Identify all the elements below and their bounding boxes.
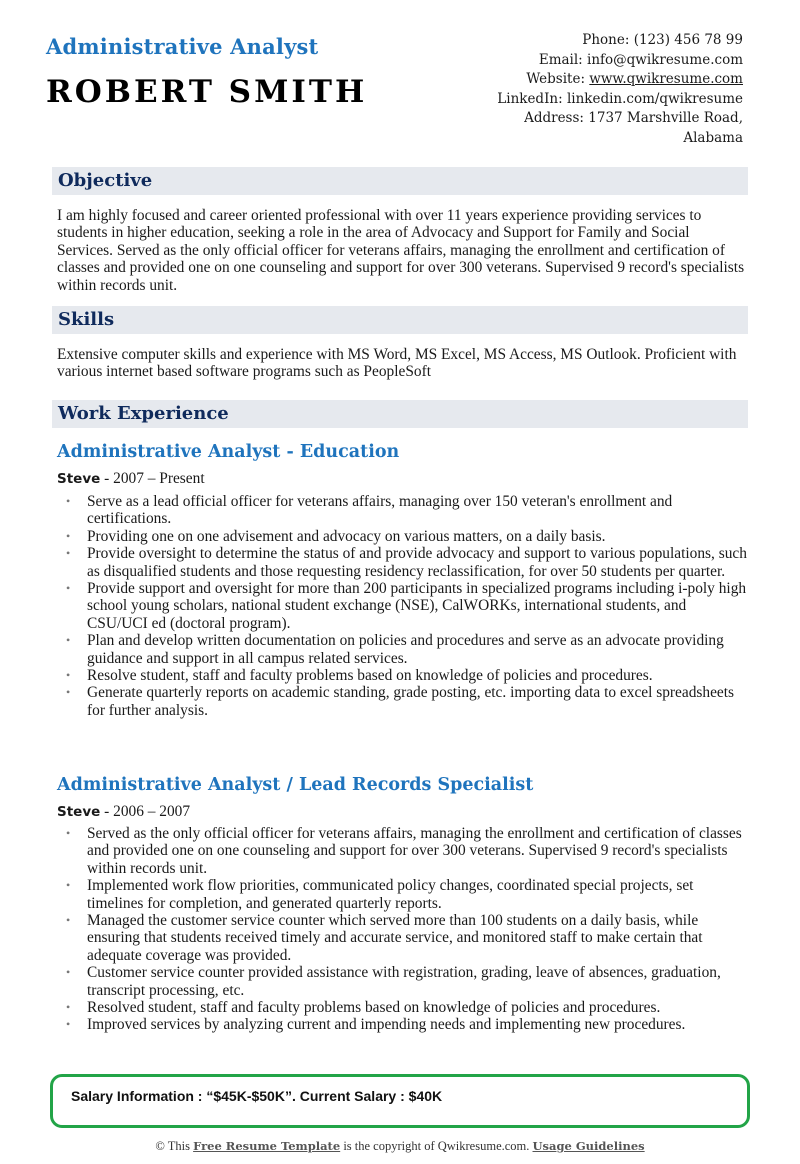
bullet-icon: • <box>66 633 71 648</box>
job-dates: - 2006 – 2007 <box>100 803 191 820</box>
bullet-icon: • <box>66 1017 71 1032</box>
linkedin-value: linkedin.com/qwikresume <box>566 90 743 107</box>
company-name: Steve <box>57 471 101 487</box>
bullet-icon: • <box>66 965 71 980</box>
list-item: • Provide oversight to determine the status of and provide advocacy and support to various populations, such as disqualified students and those requesting residency reclassification, for over 50 students per quarter. <box>66 545 747 580</box>
job-title-1: Administrative Analyst - Education <box>57 442 400 462</box>
list-item: • Improved services by analyzing current and impending needs and implementing new procedures. <box>66 1016 686 1034</box>
skills-text: Extensive computer skills and experience with MS Word, MS Excel, MS Access, MS Outlook. Proficient with various internet based software programs such as PeopleSoft <box>57 346 737 381</box>
list-item: • Served as the only official officer for veterans affairs, managing the enrollment and certification of classes and provided one on one counseling and support for over 300 veterans. Supervised 9 record's specialists within records unit. <box>66 825 742 877</box>
salary-info-text: Salary Information : “$45K-$50K”. Current Salary : $40K <box>71 1088 443 1104</box>
website-label: Website: <box>526 71 585 88</box>
contact-website <box>497 70 743 90</box>
bullet-icon: • <box>66 913 71 928</box>
contact-address <box>497 109 743 129</box>
job-title: Administrative Analyst <box>46 34 319 59</box>
list-item: • Managed the customer service counter which served more than 100 students on a daily basis, while ensuring that students received timely and accurate service, and monitored staff to make certain that adequate coverage was provided. <box>66 912 703 964</box>
list-item: • Plan and develop written documentation on policies and procedures and serve as an advocate providing guidance and support in all campus related services. <box>66 632 724 667</box>
list-item: • Resolve student, staff and faculty problems based on knowledge of policies and procedures. <box>66 667 653 685</box>
contact-email <box>497 51 743 71</box>
list-item: • Generate quarterly reports on academic standing, grade posting, etc. importing data to excel spreadsheets for further analysis. <box>66 684 735 719</box>
work-experience-section-header <box>52 400 748 428</box>
bullet-icon: • <box>66 826 71 840</box>
company-name: Steve <box>57 804 101 820</box>
contact-linkedin <box>497 90 743 110</box>
address-line1: 1737 Marshville Road, <box>588 110 743 127</box>
bullet-icon: • <box>66 668 71 683</box>
bullet-icon: • <box>66 685 71 700</box>
bullet-icon: • <box>66 1000 71 1015</box>
job-title-2: Administrative Analyst / Lead Records Specialist <box>57 775 534 795</box>
job-dates: - 2007 – Present <box>100 470 205 487</box>
salary-info-box <box>50 1074 750 1128</box>
list-item: • Customer service counter provided assistance with registration, grading, leave of absences, graduation, transcript processing, etc. <box>66 964 721 999</box>
contact-address-line2 <box>497 129 743 149</box>
phone-value: (123) 456 78 99 <box>633 32 743 48</box>
objective-text: I am highly focused and career oriented professional with over 11 years experience providing services to students in higher education, seeking a role in the area of Advocacy and Support for Family and Social Services. Served as the only official officer for veterans affairs, managing the enrollment and certification of classes and provided one on one counseling and support for over 300 veterans. Supervised 9 record's specialists within records unit. <box>57 207 745 294</box>
list-item: • Providing one on one advisement and advocacy on various matters, on a daily basis. <box>66 527 606 545</box>
website-link[interactable]: www.qwikresume.com <box>589 71 743 88</box>
work-experience-title: Work Experience <box>58 403 229 424</box>
skills-section-header <box>52 306 748 334</box>
contact-info <box>497 31 743 149</box>
list-item: • Resolved student, staff and faculty problems based on knowledge of policies and procedures. <box>66 999 661 1017</box>
job-meta-1 <box>57 470 205 488</box>
free-resume-template-link[interactable]: Free Resume Template <box>193 1139 341 1153</box>
address-label: Address: <box>524 110 584 127</box>
address-line2: Alabama <box>683 129 743 146</box>
job-1-responsibilities <box>57 493 749 719</box>
usage-guidelines-link[interactable]: Usage Guidelines <box>532 1139 645 1153</box>
objective-title: Objective <box>58 170 153 191</box>
list-item: • Provide support and oversight for more than 200 participants in specialized programs including i-poly high school young scholars, national student exchange (NSE), CalWORKs, international students, and CSU/UCI ed (doctoral program). <box>66 580 747 632</box>
candidate-name: ROBERT SMITH <box>46 74 368 110</box>
bullet-icon: • <box>66 494 71 508</box>
email-value: info@qwikresume.com <box>587 51 743 68</box>
skills-title: Skills <box>58 309 115 330</box>
phone-label: Phone: <box>582 32 630 48</box>
list-item: • Implemented work flow priorities, communicated policy changes, coordinated special projects, set timelines for completion, and generated quarterly reports. <box>66 877 694 912</box>
bullet-icon: • <box>66 581 71 596</box>
bullet-icon: • <box>66 878 71 893</box>
bullet-icon: • <box>66 546 71 561</box>
footer-middle: is the copyright of Qwikresume.com. <box>340 1139 533 1153</box>
objective-section-header <box>52 167 748 195</box>
email-label: Email: <box>538 51 583 68</box>
footer-prefix: © This <box>155 1139 194 1153</box>
job-meta-2 <box>57 803 190 821</box>
contact-phone <box>497 31 743 51</box>
linkedin-label: LinkedIn: <box>497 90 563 107</box>
bullet-icon: • <box>66 528 71 543</box>
footer-copyright <box>0 1139 800 1154</box>
job-2-responsibilities <box>57 825 749 1034</box>
list-item: • Serve as a lead official officer for veterans affairs, managing over 150 veteran's enrollment and certifications. <box>66 493 673 528</box>
